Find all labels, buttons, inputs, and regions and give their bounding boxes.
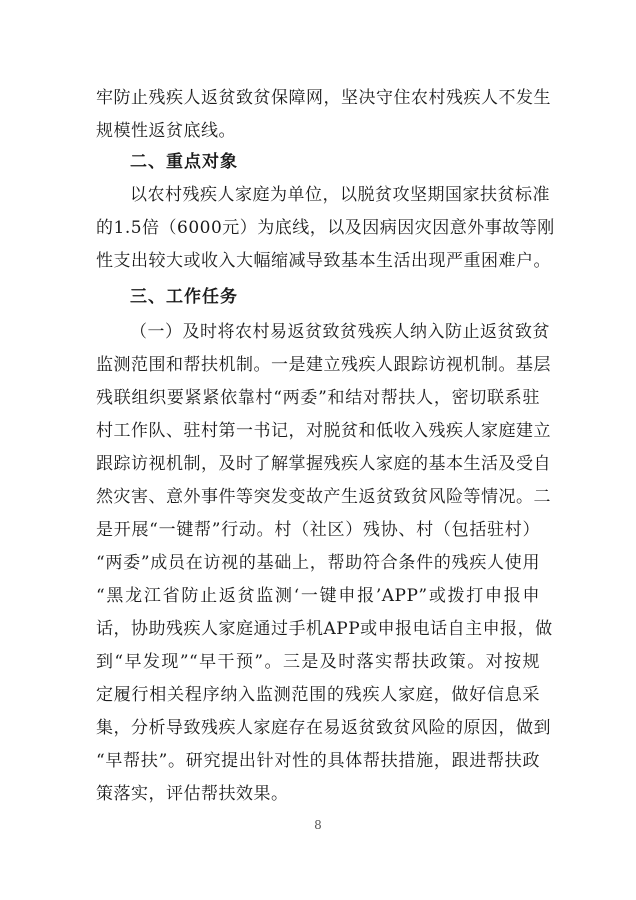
paragraph-line: 规模性返贫底线。	[96, 121, 236, 141]
paragraph-line: 残联组织要紧紧依靠村“两委”和结对帮扶人，密切联系驻	[96, 388, 540, 408]
paragraph-line: 是开展“一键帮”行动。村（社区）残协、村（包括驻村）	[96, 520, 540, 540]
paragraph-line: 跟踪访视机制，及时了解掌握残疾人家庭的基本生活及受自	[96, 454, 551, 474]
page-number: 8	[314, 818, 322, 832]
section-heading-key-targets: 二、重点对象	[130, 152, 238, 172]
paragraph-line: 村工作队、驻村第一书记，对脱贫和低收入残疾人家庭建立	[96, 421, 551, 441]
paragraph-line: （一）及时将农村易返贫致贫残疾人纳入防止返贫致贫	[130, 322, 550, 342]
paragraph-line: 集，分析导致残疾人家庭存在易返贫致贫风险的原因，做到	[96, 718, 551, 738]
paragraph-line: “两委”成员在访视的基础上，帮助符合条件的残疾人使用	[96, 553, 540, 573]
paragraph-line: 牢防止残疾人返贫致贫保障网，坚决守住农村残疾人不发生	[96, 88, 551, 108]
paragraph-line: 然灾害、意外事件等突发变故产生返贫致贫风险等情况。二	[96, 487, 551, 507]
paragraph-line: 定履行相关程序纳入监测范围的残疾人家庭，做好信息采	[96, 685, 540, 705]
paragraph-line: “早帮扶”。研究提出针对性的具体帮扶措施，跟进帮扶政	[96, 751, 540, 771]
section-heading-work-tasks: 三、工作任务	[130, 287, 238, 307]
paragraph-line: 的1.5倍（6000元）为底线，以及因病因灾因意外事故等刚	[96, 218, 555, 238]
paragraph-line: “黑龙江省防止返贫监测‘一键申报’APP”或拨打申报申	[96, 586, 540, 606]
paragraph-line: 到“早发现”“早干预”。三是及时落实帮扶政策。对按规	[96, 652, 540, 672]
paragraph-line: 以农村残疾人家庭为单位，以脱贫攻坚期国家扶贫标准	[130, 185, 550, 205]
paragraph-line: 性支出较大或收入大幅缩减导致基本生活出现严重困难户。	[96, 251, 551, 271]
paragraph-line: 话，协助残疾人家庭通过手机APP或申报电话自主申报，做	[96, 619, 553, 639]
paragraph-line: 策落实，评估帮扶效果。	[96, 784, 289, 804]
paragraph-line: 监测范围和帮扶机制。一是建立残疾人跟踪访视机制。基层	[96, 355, 551, 375]
